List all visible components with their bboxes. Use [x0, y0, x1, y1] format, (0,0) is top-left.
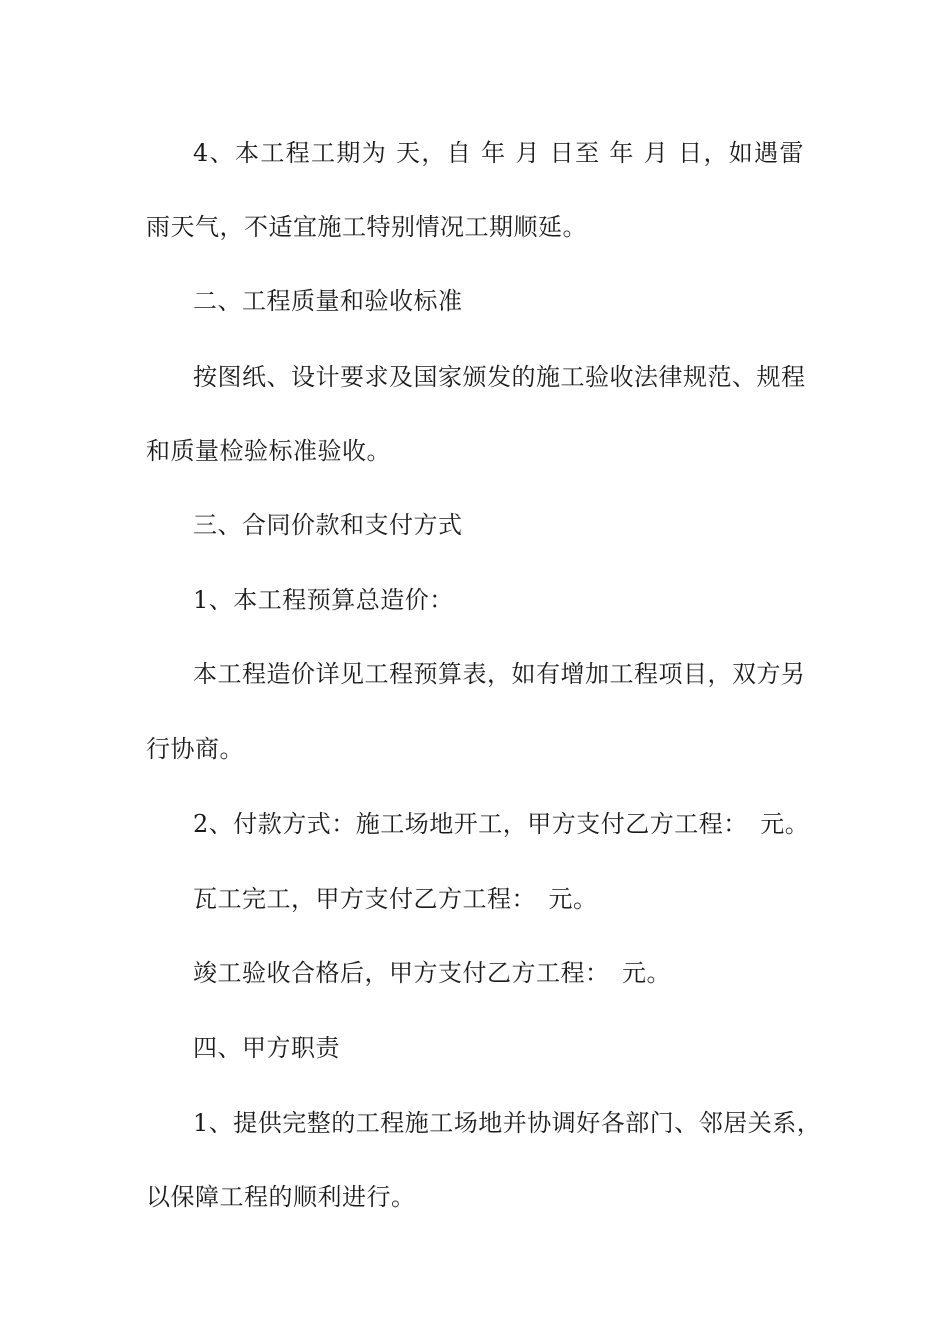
clause-3-1-body-line-2: 行协商。 — [146, 735, 244, 763]
clause-4-1-line-2: 以保障工程的顺利进行。 — [146, 1183, 416, 1211]
clause-3-2-payment-line-1: 2、付款方式：施工场地开工，甲方支付乙方工程： 元。 — [193, 810, 810, 838]
clause-3-1-heading: 1、本工程预算总造价： — [193, 586, 454, 614]
clause-3-2-payment-line-3: 竣工验收合格后，甲方支付乙方工程： 元。 — [193, 959, 671, 987]
section-2-body-line-1: 按图纸、设计要求及国家颁发的施工验收法律规范、规程 — [193, 363, 806, 391]
clause-3-2-payment-line-2: 瓦工完工，甲方支付乙方工程： 元。 — [193, 885, 598, 913]
section-4-heading: 四、甲方职责 — [193, 1034, 340, 1062]
section-2-heading: 二、工程质量和验收标准 — [193, 287, 463, 315]
section-2-body-line-2: 和质量检验标准验收。 — [146, 437, 391, 465]
clause-4-duration-line-2: 雨天气，不适宜施工特别情况工期顺延。 — [146, 213, 587, 241]
clause-4-1-line-1: 1、提供完整的工程施工场地并协调好各部门、邻居关系， — [193, 1109, 822, 1137]
clause-3-1-body-line-1: 本工程造价详见工程预算表，如有增加工程项目，双方另 — [193, 660, 806, 688]
section-3-heading: 三、合同价款和支付方式 — [193, 511, 463, 539]
clause-4-duration-line-1: 4、本工程工期为 天，自 年 月 日至 年 月 日，如遇雷 — [193, 139, 804, 167]
